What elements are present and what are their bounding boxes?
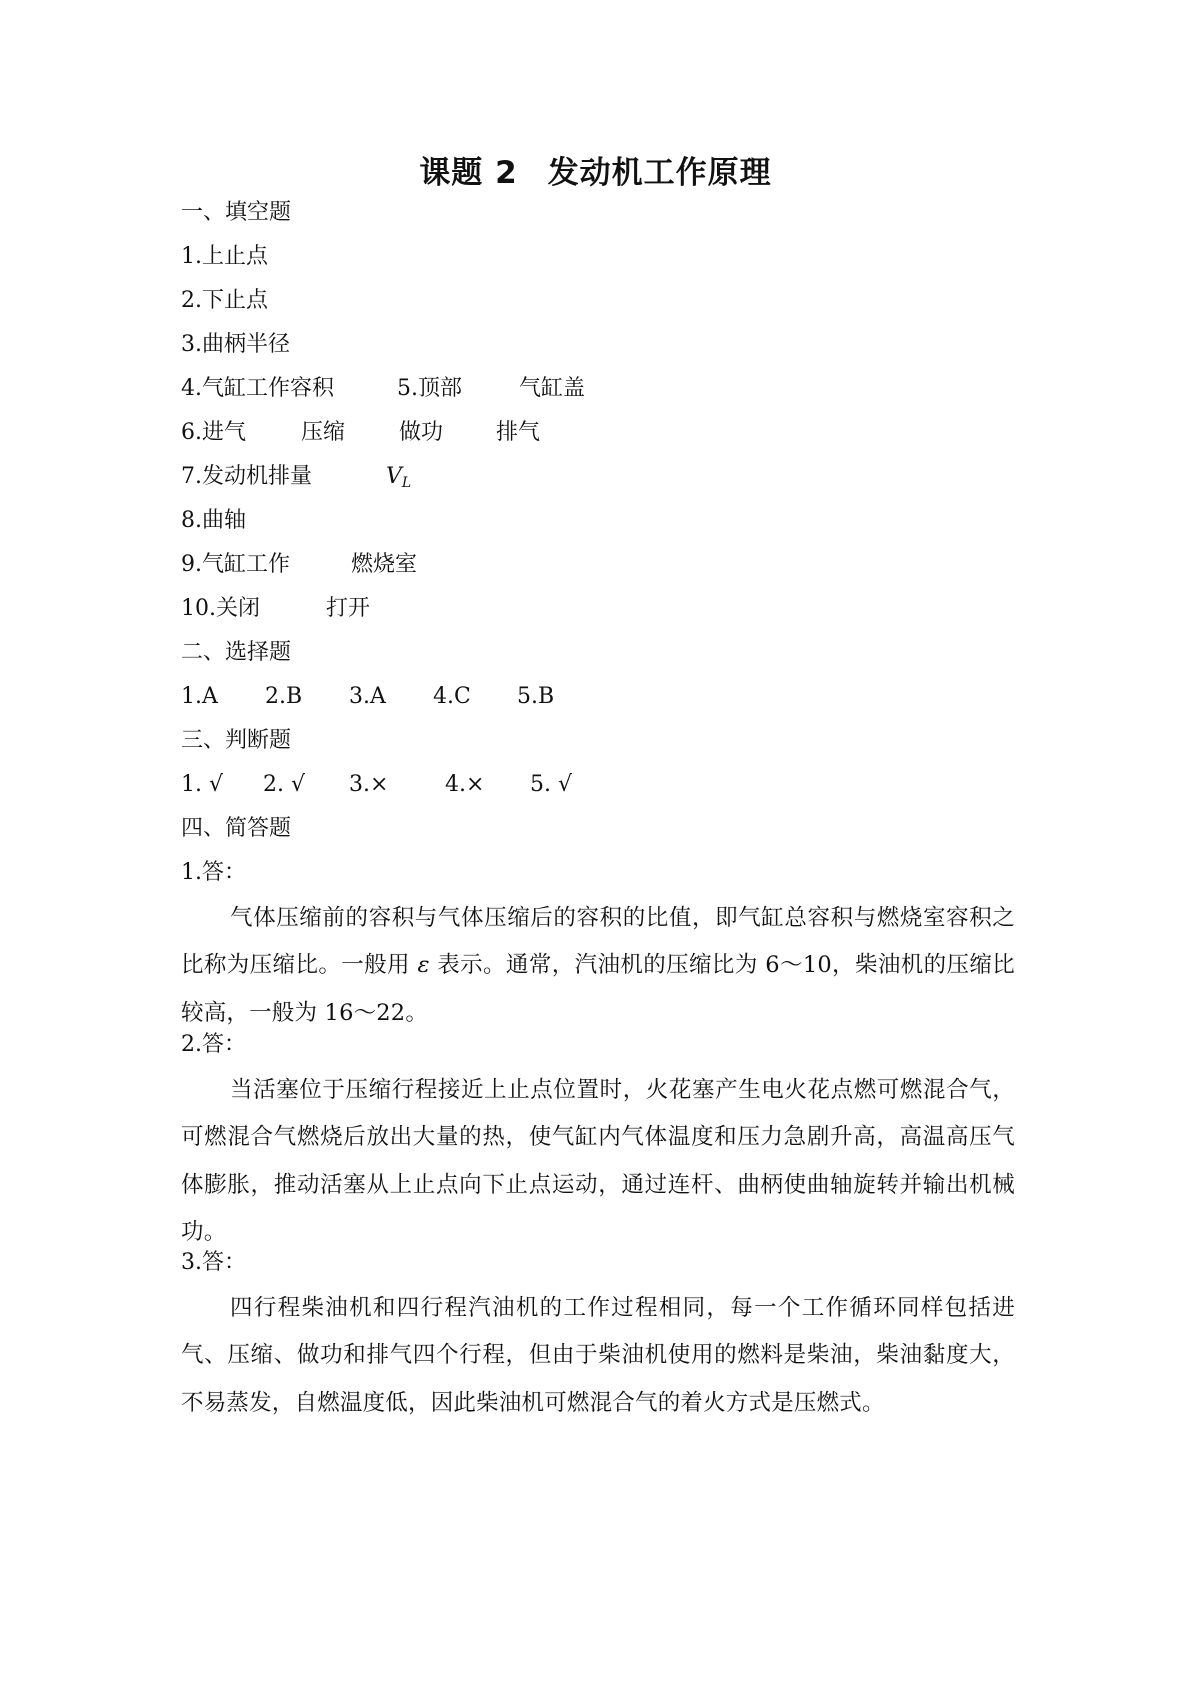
tf-answer-1: 1. √	[181, 772, 224, 797]
fill-answer-row-10	[181, 594, 781, 624]
short-answer-3-label: 3.答：	[181, 1250, 246, 1275]
choice-answer-1: 1.A	[181, 684, 218, 709]
fill-answer-4: 4.气缸工作容积	[181, 376, 334, 401]
compression-ratio-symbol: ε	[417, 952, 430, 979]
section-heading-short-answer: 四、简答题	[181, 816, 292, 841]
fill-answer-10b: 打开	[326, 596, 371, 621]
choice-answer-3: 3.A	[349, 684, 386, 709]
fill-answer-9a: 9.气缸工作	[181, 552, 290, 577]
fill-answer-1: 1.上止点	[181, 244, 268, 269]
short-answer-1-part2: 表示。通常，汽油机的压缩比为 6～10，柴油机的压缩比较高，一般为 16～22。	[181, 952, 1015, 1026]
fill-answer-9b: 燃烧室	[351, 552, 418, 577]
choice-answer-2: 2.B	[265, 684, 303, 709]
page-title	[0, 153, 1191, 193]
fill-answer-6d: 排气	[496, 420, 541, 445]
fill-answer-6c: 做功	[399, 420, 444, 445]
choice-answers	[181, 682, 781, 712]
title-main: 发动机工作原理	[547, 155, 772, 191]
tf-answer-4: 4.×	[445, 772, 485, 797]
fill-answer-row-6	[181, 418, 781, 448]
short-answer-1-text	[181, 895, 1015, 1037]
section-heading-choice: 二、选择题	[181, 640, 292, 665]
tf-answer-2: 2. √	[263, 772, 306, 797]
fill-answer-7a: 7.发动机排量	[181, 464, 312, 489]
short-answer-1-part1: 气体压缩前的容积与气体压缩后的容积的比值，即气缸总容积与燃烧室容积之比称为压缩比。一般用	[181, 905, 1015, 979]
fill-answer-10a: 10.关闭	[181, 596, 260, 621]
section-heading-fill-blank: 一、填空题	[181, 200, 292, 225]
true-false-answers	[181, 770, 781, 800]
fill-answer-5b: 气缸盖	[519, 376, 586, 401]
fill-answer-2: 2.下止点	[181, 288, 268, 313]
fill-answer-row-9	[181, 550, 781, 580]
displacement-symbol	[386, 462, 411, 498]
displacement-symbol-v: V	[386, 464, 402, 489]
short-answer-1-label: 1.答：	[181, 860, 246, 885]
displacement-symbol-sub: L	[401, 475, 412, 491]
short-answer-3-text: 四行程柴油机和四行程汽油机的工作过程相同，每一个工作循环同样包括进气、压缩、做功和排气四个行程，但由于柴油机使用的燃料是柴油，柴油黏度大，不易蒸发，自燃温度低，因此柴油机可燃混合气的着火方式是压燃式。	[181, 1295, 1015, 1416]
choice-answer-5: 5.B	[517, 684, 555, 709]
fill-answer-3: 3.曲柄半径	[181, 332, 290, 357]
fill-answer-row-4-5	[181, 374, 781, 404]
tf-answer-3: 3.×	[349, 772, 389, 797]
section-heading-true-false: 三、判断题	[181, 728, 292, 753]
fill-answer-5a: 5.顶部	[397, 376, 462, 401]
short-answer-2-label: 2.答：	[181, 1032, 246, 1057]
short-answer-2-text: 当活塞位于压缩行程接近上止点位置时，火花塞产生电火花点燃可燃混合气，可燃混合气燃烧后放出大量的热，使气缸内气体温度和压力急剧升高，高温高压气体膨胀，推动活塞从上止点向下止点运动，通过连杆、曲柄使曲轴旋转并输出机械功。	[181, 1077, 1015, 1245]
tf-answer-5: 5. √	[530, 772, 573, 797]
fill-answer-6b: 压缩	[301, 420, 346, 445]
fill-answer-8: 8.曲轴	[181, 508, 246, 533]
fill-answer-6a: 6.进气	[181, 420, 246, 445]
choice-answer-4: 4.C	[433, 684, 471, 709]
title-prefix: 课题 2	[419, 155, 518, 191]
fill-answer-row-7	[181, 462, 781, 496]
